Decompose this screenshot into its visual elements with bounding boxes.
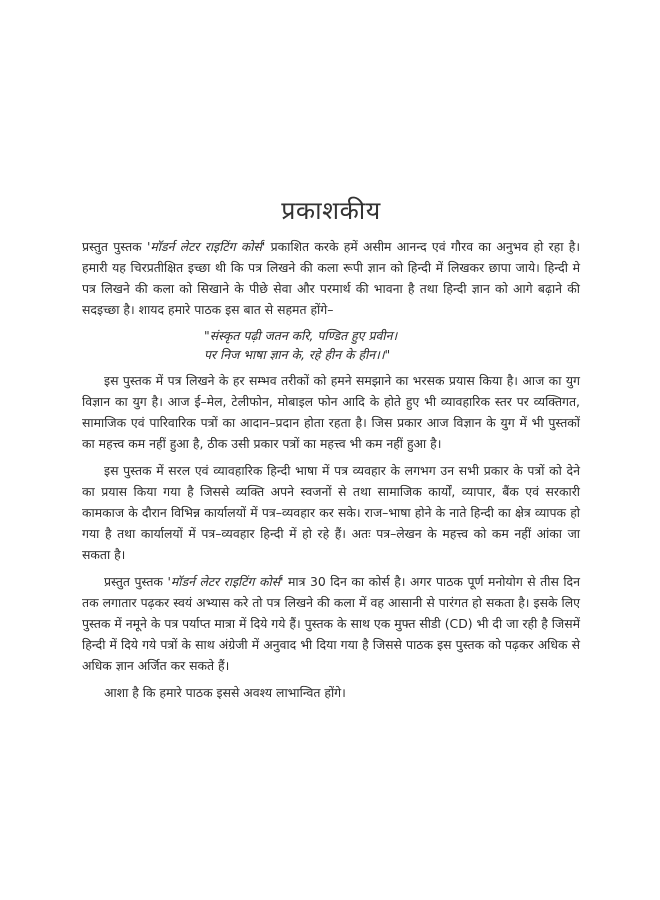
text-span: प्रकाशित करके हमें असीम आनन्द एवं गौरव का अनुभव हो रहा है। हमारी यह चिरप्रतीक्षित इच्छा थी कि पत्र लिखने की कला रूपी ज्ञान को हिन्दी में लिखकर छापा जाये। हिन्दी मे पत्र लिखने की कला को सिखाने के पीछे सेवा और परमार्थ की भावना है तथा हिन्दी ज्ञान को आगे बढ़ाने की सदइच्छा है। शायद हमारे पाठक इस बात से सहमत होंगे– [82,239,581,317]
paragraph-2: इस पुस्तक में पत्र लिखने के हर सम्भव तरीकों को हमने समझाने का भरसक प्रयास किया है। आज का युग विज्ञान का युग है। आज ई–मेल, टेलीफोन, मोबाइल फोन आदि के होते हुए भी व्यावहारिक स्तर पर व्यक्तिगत, सामाजिक एवं पारिवारिक पत्रों का आदान–प्रदान होता रहता है। जिस प्रकार आज विज्ञान के युग में भी पुस्तकों का महत्त्व कम नहीं हुआ है, ठीक उसी प्रकार पत्रों का महत्त्व भी कम नहीं हुआ है। [82,373,580,451]
verse-quote [82,326,580,364]
text-span: प्रस्तुत पुस्तक [104,574,168,589]
text-span: प्रस्तुत पुस्तक [82,239,147,254]
text-span: मात्र 30 दिन का कोर्स है। अगर पाठक पूर्ण मनोयोग से तीस दिन तक लगातार पढ़कर स्वयं अभ्यास करे तो पत्र लिखने की कला में वह आसानी से पारंगत हो सकता है। इसके लिए पुस्तक में नमूने के पत्र पर्याप्त मात्रा में दिये गये हैं। पुस्तक के साथ एक मुफ्त सीडी (CD) भी दी जा रही है जिसमें हिन्दी में दिये गये पत्रों के साथ अंग्रेजी में अनुवाद भी दिया गया है जिससे पाठक इस पुस्तक को पढ़कर अधिक से अधिक ज्ञान अर्जित कर सकते हैं। [82,574,580,673]
paragraph-intro [82,236,580,320]
body-text [82,236,580,709]
page-title: प्रकाशकीय [281,196,381,225]
paragraph-4 [82,571,580,676]
book-title: 'मॉडर्न लेटर राइटिंग कोर्स' [146,239,266,254]
paragraph-closing: आशा है कि हमारे पाठक इससे अवश्य लाभान्वित होंगे। [104,685,346,700]
verse-line-2: पर निज भाषा ज्ञान के, रहे हीन के हीन।।" [204,347,391,362]
verse-line-1: "संस्कृत पढ़ी जतन करि, पण्डित हुए प्रवीन। [204,328,398,343]
paragraph-3: इस पुस्तक में सरल एवं व्यावहारिक हिन्दी भाषा में पत्र व्यवहार के लगभग उन सभी प्रकार के पत्रों को देने का प्रयास किया गया है जिससे व्यक्ति अपने स्वजनों से तथा सामाजिक कार्यों, व्यापार, बैंक एवं सरकारी कामकाज के दौरान विभिन्न कार्यालयों में पत्र–व्यवहार कर सके। राज–भाषा होने के नाते हिन्दी का क्षेत्र व्यापक हो गया है तथा कार्यालयों में पत्र–व्यवहार हिन्दी में हो रहे हैं। अतः पत्र–लेखन के महत्त्व को कम नहीं आंका जा सकता है। [82,463,580,562]
book-title: 'मॉडर्न लेटर राइटिंग कोर्स' [167,574,284,589]
